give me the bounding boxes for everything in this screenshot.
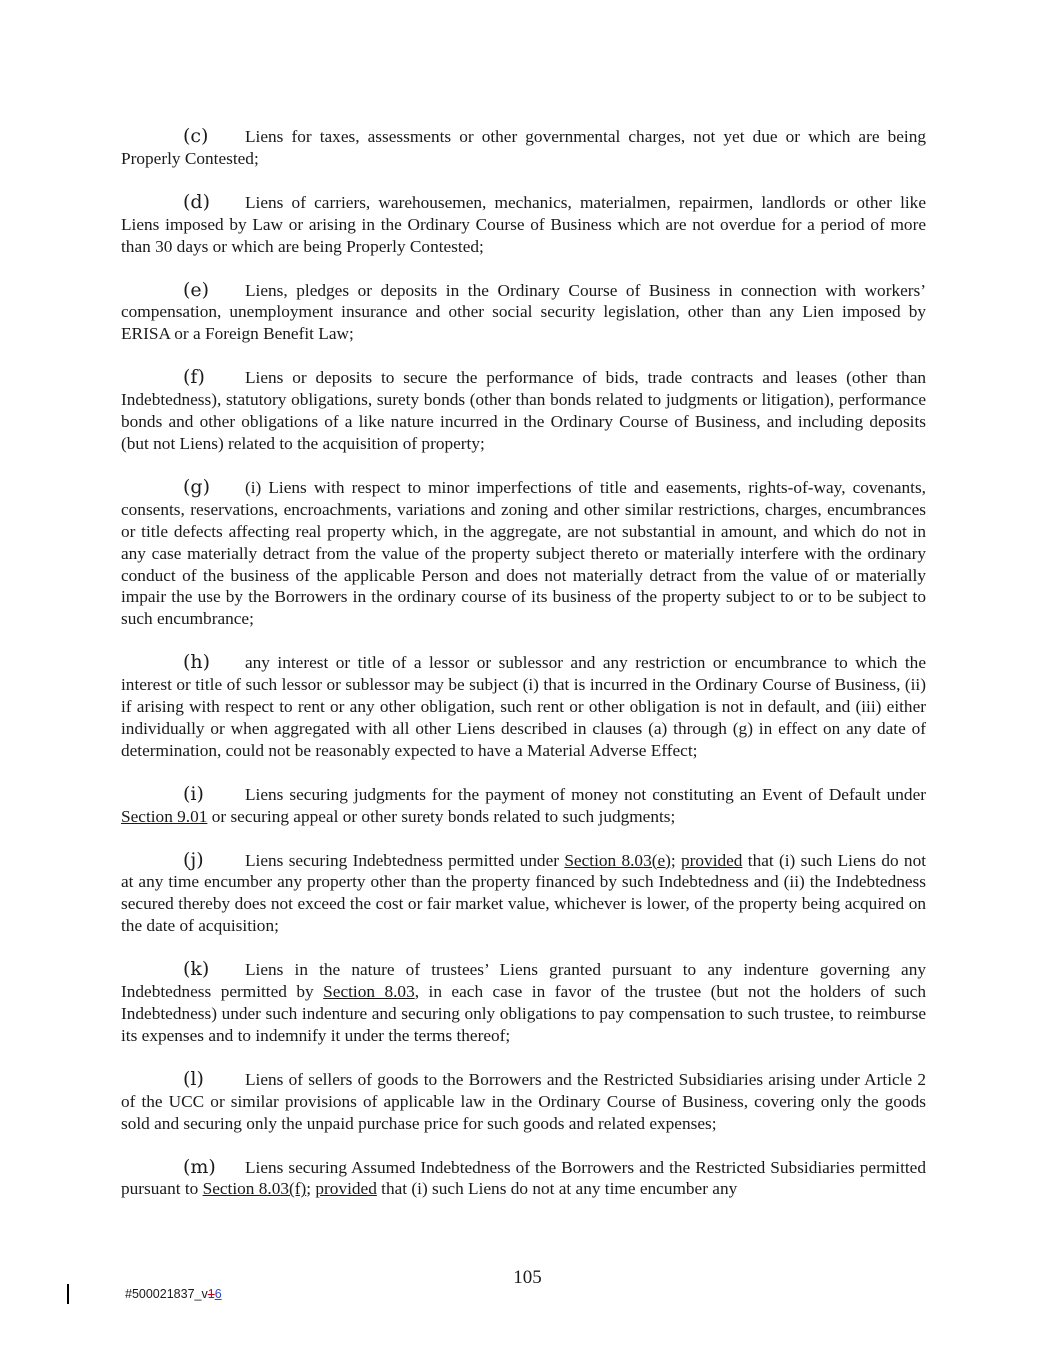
clause-label: (g) [183, 475, 210, 498]
clause-label: (c) [183, 125, 209, 147]
clause-label: (e) [183, 278, 210, 301]
revision-change-bar [67, 1284, 69, 1304]
clause-label: (j) [183, 848, 204, 871]
clause-j [121, 850, 926, 938]
clause-text: Liens, pledges or deposits in the Ordinary Course of Business in connection with workers’ compensation, unemployment insurance and other social security legislation, other than any Lien imposed by ERISA or a Foreign Benefit Law; [121, 280, 926, 344]
proviso-term: provided [315, 1179, 377, 1199]
clause-g [121, 477, 926, 630]
clause-h [121, 652, 926, 762]
clause-text: (i) Liens with respect to minor imperfections of title and easements, rights-of-way, covenants, consents, reservations, encroachments, variations and zoning and other similar restrictions, charges, encumbrances or title defects affecting real property which, in the aggregate, are not substantial in amount, and which do not in any case materially detract from the value of the property subject thereto or materially interfere with the ordinary conduct of the business of the applicable Person and does not materially detract from the value of or materially impair the use by the Borrowers in the ordinary course of its business of the property subject to or to be subject to such encumbrance; [121, 477, 926, 629]
section-reference-link[interactable]: Section 8.03 [323, 982, 415, 1002]
clause-text: Liens securing Indebtedness permitted under [245, 850, 565, 870]
clause-label: (m) [183, 1155, 216, 1178]
clause-label: (f) [183, 366, 205, 389]
clause-e [121, 280, 926, 346]
clause-text: Liens of sellers of goods to the Borrowers and the Restricted Subsidiaries arising under Article 2 of the UCC or similar provisions of applicable law in the Ordinary Course of Business, covering only the goods sold and securing only the unpaid purchase price for such goods and related expenses; [121, 1069, 926, 1133]
clause-k [121, 959, 926, 1047]
doc-id-inserted-version: 6 [214, 1287, 222, 1301]
clause-text: Liens of carriers, warehousemen, mechanics, materialmen, repairmen, landlords or other like Liens imposed by Law or arising in the Ordinary Course of Business which are not overdue for a period of more than 30 days or which are being Properly Contested; [121, 192, 926, 256]
clause-text: that (i) such Liens do not at any time encumber any [376, 1179, 738, 1199]
clause-text: Liens securing judgments for the payment of money not constituting an Event of Default under [245, 784, 926, 804]
clause-label: (h) [183, 651, 211, 674]
clause-text: any interest or title of a lessor or sublessor and any restriction or encumbrance to which the interest or title of such lessor or sublessor may be subject (i) that is incurred in the Ordinary Course of Business, (ii) if arising with respect to rent or any other obligation, such rent or other obligation is not in default, and (iii) either individually or when aggregated with all other Liens described in clauses (a) through (g) in effect on any date of determination, could not be reasonably expected to have a Material Adverse Effect; [121, 653, 926, 760]
clause-label: (l) [183, 1067, 204, 1090]
proviso-term: provided [681, 850, 743, 870]
clause-d [121, 192, 926, 258]
clause-text: Liens securing Assumed Indebtedness of the Borrowers and the Restricted Subsidiaries permitted pursuant to [121, 1157, 926, 1199]
page-number: 105 [513, 1267, 542, 1288]
clause-text: , in each case in favor of the trustee (but not the holders of such Indebtedness) under such indenture and securing only obligations to pay compensation to such trustee, to reimburse its expenses and to indemnify it under the terms thereof; [121, 982, 926, 1045]
section-reference-link[interactable]: Section 9.01 [121, 806, 208, 826]
document-id [125, 1287, 222, 1301]
section-reference-link[interactable]: Section 8.03(f) [202, 1179, 307, 1199]
clause-text: that (i) such Liens do not at any time encumber any property other than the property financed by such Indebtedness and (ii) the Indebtedness secured thereby does not exceed the cost or fair market value, whichever is lower, of the property being acquired on the date of acquisition; [121, 850, 927, 936]
clause-c [121, 126, 926, 170]
clause-label: (i) [183, 782, 204, 805]
clause-text: or securing appeal or other surety bonds related to such judgments; [207, 806, 676, 826]
separator: ; [670, 850, 682, 870]
clause-i [121, 784, 926, 828]
clause-label: (d) [183, 190, 210, 213]
clause-f [121, 367, 926, 455]
clause-label: (k) [183, 958, 210, 981]
clause-m [121, 1157, 926, 1201]
clause-l [121, 1069, 926, 1135]
clause-text: Liens for taxes, assessments or other governmental charges, not yet due or which are being Properly Contested; [121, 127, 926, 168]
clause-text: Liens or deposits to secure the performance of bids, trade contracts and leases (other than Indebtedness), statutory obligations, surety bonds (other than bonds related to judgments or litigation), performance bonds and other obligations of a like nature incurred in the Ordinary Course of Business, and including deposits (but not Liens) related to the acquisition of property; [121, 368, 926, 453]
doc-id-deleted-version: 1 [207, 1287, 215, 1301]
clause-text: Liens in the nature of trustees’ Liens granted pursuant to any indenture governing any Indebtedness permitted by [121, 960, 926, 1002]
doc-id-prefix: #500021837_v [125, 1287, 208, 1301]
section-reference-link[interactable]: Section 8.03(e) [564, 850, 671, 870]
separator: ; [306, 1179, 316, 1199]
document-body [121, 126, 926, 1222]
